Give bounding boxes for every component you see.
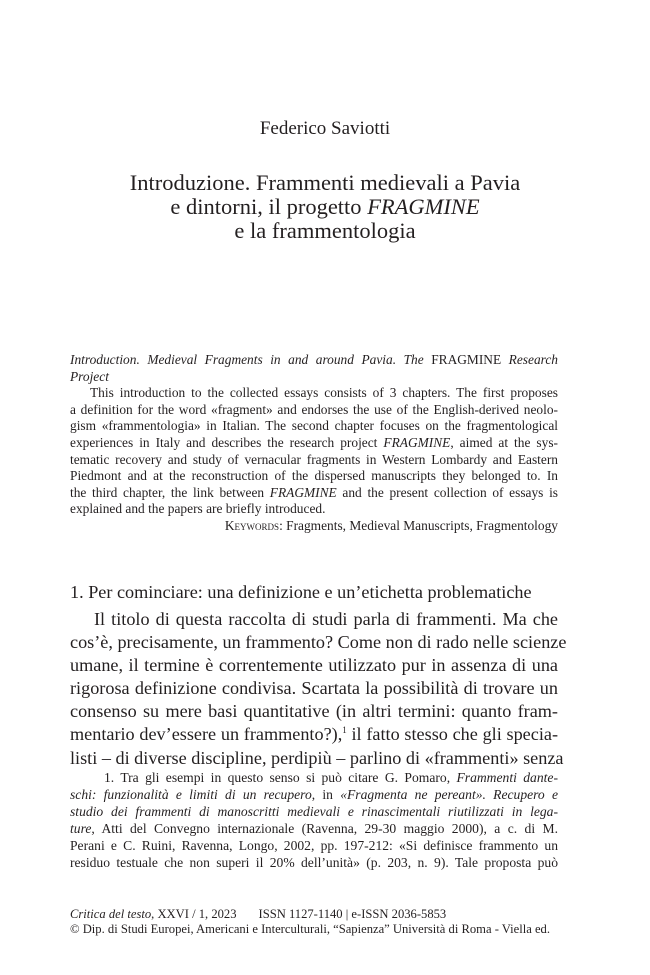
abstract-line: explained and the papers are briefly introduced.: [70, 501, 326, 517]
footnote-line: schi: funzionalità e limiti di un recupero, in «Fragmenta ne pereant». Recupero e: [70, 787, 559, 803]
footnote: [70, 769, 558, 872]
footnote-line: Perani e C. Ruini, Ravenna, Longo, 2002, pp. 197-212: «Si definisce frammento un: [70, 838, 558, 854]
footnote-line: ture, Atti del Convegno internazionale (Ravenna, 29-30 maggio 2000), a c. di M.: [70, 821, 558, 837]
page-footer: [70, 907, 570, 937]
section-heading: 1. Per cominciare: una definizione e un’etichetta problematiche: [70, 582, 532, 602]
body-line: Il titolo di questa raccolta di studi parla di frammenti. Ma che: [94, 609, 558, 629]
abstract-line: Piedmont and at the reconstruction of the dispersed manuscripts they belonged to. In: [70, 468, 558, 484]
body-text: [70, 608, 567, 770]
abstract-line: gism «frammentologia» in Italian. The second chapter focuses on the fragmentological: [70, 418, 558, 434]
title-line-3: e la frammentologia: [234, 218, 416, 243]
footnote-line: studio dei frammenti di manoscritti medievali e rinascimentali riutilizzati in lega-: [70, 804, 558, 820]
footnote-line: 1. Tra gli esempi in questo senso si può citare G. Pomaro, Frammenti dante-: [104, 770, 558, 785]
body-line: rigorosa definizione condivisa. Scartata la possibilità di trovare un: [70, 678, 558, 699]
abstract-line: the third chapter, the link between FRAGMINE and the present collection of essays is: [70, 484, 559, 500]
body-line: consenso su mere basi quantitative (in altri termini: quanto fram-: [70, 701, 558, 722]
footnote-line: residuo testuale che non superi il 20% dell’unità» (p. 203, n. 9). Tale proposta può: [70, 855, 558, 871]
article-title: [50, 171, 600, 243]
abstract-line: tematic recovery and study of vernacular fragments in Western Lombardy and Eastern: [70, 451, 558, 467]
footer-citation: Critica del testo, XXVI / 1, 2023 ISSN 1127-1140 | e-ISSN 2036-5853: [70, 907, 447, 921]
abstract-heading-line-2: Project: [70, 368, 109, 384]
abstract-line: a definition for the word «fragment» and endorses the use of the English-derived neolo-: [70, 401, 558, 417]
title-line-2: e dintorni, il progetto FRAGMINE: [170, 194, 480, 219]
body-line: umane, il termine è correntemente utilizzato pur in assenza di una: [70, 655, 558, 676]
journal-name: Critica del testo: [70, 907, 152, 921]
footer-copyright: © Dip. di Studi Europei, Americani e Interculturali, “Sapienza” Università di Roma - Viella ed.: [70, 922, 551, 936]
author-name: Federico Saviotti: [259, 118, 391, 139]
keywords: Keywords: Fragments, Medieval Manuscripts, Fragmentology: [224, 517, 558, 533]
abstract-line: This introduction to the collected essays consists of 3 chapters. The first proposes: [90, 385, 558, 401]
abstract: [70, 352, 558, 535]
keywords-label: Keywords: [224, 517, 280, 533]
title-line-1: Introduzione. Frammenti medievali a Pavia: [129, 170, 521, 195]
abstract-heading: Introduction. Medieval Fragments in and around Pavia. The FRAGMINE Research: [70, 352, 558, 367]
issn: ISSN 1127-1140 | e-ISSN 2036-5853: [258, 907, 447, 921]
abstract-line: experiences in Italy and describes the research project FRAGMINE, aimed at the sys-: [70, 434, 558, 450]
body-line: cos’è, precisamente, un frammento? Come non di rado nelle scienze: [70, 632, 567, 653]
footnote-ref[interactable]: 1: [342, 725, 347, 736]
project-name: FRAGMINE: [367, 194, 480, 219]
body-line: mentario dev’essere un frammento?),$^1$ il fatto stesso che gli specia-: [70, 724, 559, 745]
body-line: listi – di diverse discipline, perdipiù – parlino di «frammenti» senza: [70, 747, 564, 768]
